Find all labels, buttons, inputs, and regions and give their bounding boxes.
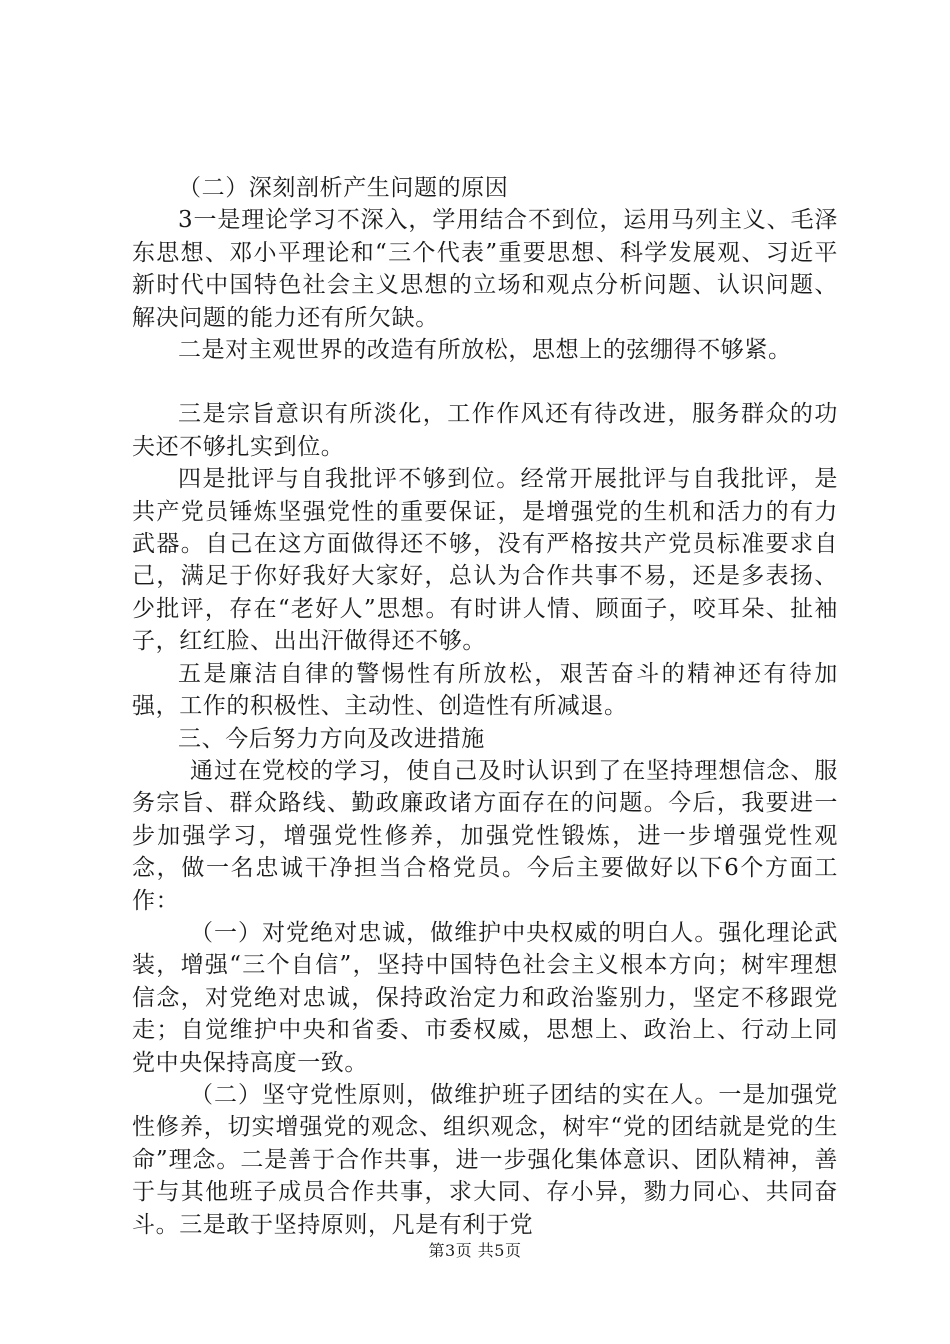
section-heading-measures: 三、今后努力方向及改进措施 (178, 725, 485, 752)
paragraph-cause-3: 三是宗旨意识有所淡化，工作作风还有待改进，服务群众的功夫还不够扎实到位。 (132, 401, 838, 460)
paragraph-cause-4: 四是批评与自我批评不够到位。经常开展批评与自我批评，是共产党员锤炼坚强党性的重要保证，是增强党的生机和活力的有力武器。自己在这方面做得还不够，没有严格按共产党员标准要求自己，满足于你好我好大家好，总认为合作共事不易，还是多表扬、少批评，存在“老好人”思想。有时讲人情、顾面子，咬耳朵、扯袖子，红红脸、出出汗做得还不够。 (132, 466, 838, 655)
paragraph-measure-1: （一）对党绝对忠诚，做维护中央权威的明白人。强化理论武装，增强“三个自信”，坚持中国特色社会主义根本方向；树牢理想信念，对党绝对忠诚，保持政治定力和政治鉴别力，坚定不移跟党走；自觉维护中央和省委、市委权威，思想上、政治上、行动上同党中央保持高度一致。 (132, 919, 838, 1076)
page-footer: 第3页 共5页 (428, 1241, 522, 1260)
document-body (132, 172, 838, 1241)
paragraph-cause-1: 3一是理论学习不深入，学用结合不到位，运用马列主义、毛泽东思想、邓小平理论和“三个代表”重要思想、科学发展观、习近平新时代中国特色社会主义思想的立场和观点分析问题、认识问题、解决问题的能力还有所欠缺。 (132, 207, 838, 331)
paragraph-measure-2: （二）坚守党性原则，做维护班子团结的实在人。一是加强党性修养，切实增强党的观念、组织观念，树牢“党的团结就是党的生命”理念。二是善于合作共事，进一步强化集体意识、团队精神，善于与其他班子成员合作共事，求大同、存小异，勠力同心、共同奋斗。三是敢于坚持原则，凡是有利于党 (132, 1081, 838, 1238)
section-heading-causes: （二）深刻剖析产生问题的原因 (178, 175, 509, 201)
paragraph-cause-5: 五是廉洁自律的警惕性有所放松，艰苦奋斗的精神还有待加强，工作的积极性、主动性、创造性有所减退。 (132, 660, 838, 720)
paragraph-measures-intro: 通过在党校的学习，使自己及时认识到了在坚持理想信念、服务宗旨、群众路线、勤政廉政诸方面存在的问题。今后，我要进一步加强学习，增强党性修养，加强党性锻炼，进一步增强党性观念，做一名忠诚干净担当合格党员。今后主要做好以下6个方面工作： (132, 757, 838, 914)
paragraph-cause-2: 二是对主观世界的改造有所放松，思想上的弦绷得不够紧。 (178, 337, 792, 364)
